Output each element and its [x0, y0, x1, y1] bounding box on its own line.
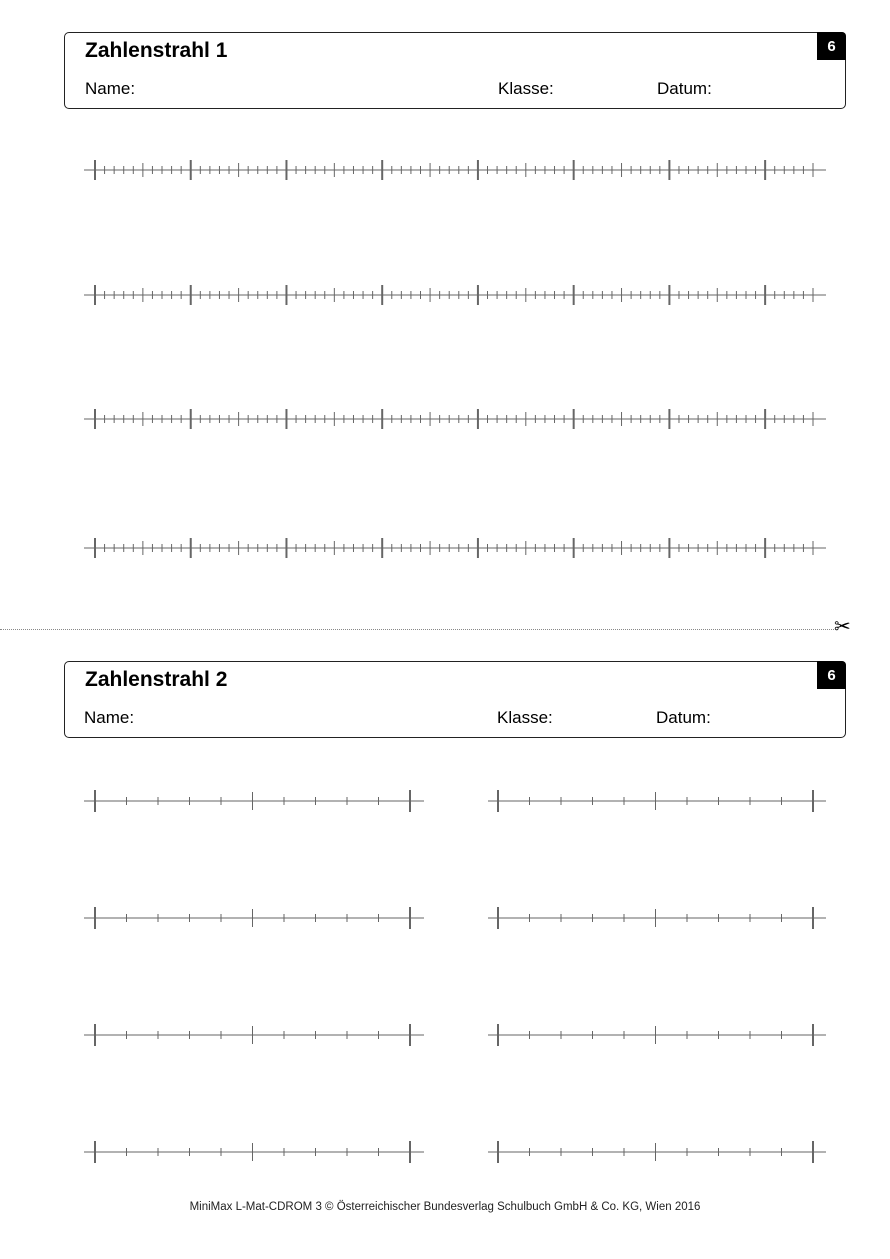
class-label: Klasse: [498, 79, 554, 98]
date-label: Datum: [656, 708, 711, 727]
worksheet-number-badge: 6 [817, 661, 846, 689]
scissors-icon: ✂ [834, 616, 851, 638]
cut-line [0, 629, 834, 630]
copyright-footer: MiniMax L-Mat-CDROM 3 © Österreichischer Bundesverlag Schulbuch GmbH & Co. KG, Wien 2016 [189, 1201, 701, 1213]
name-label: Name: [85, 79, 136, 98]
page-title: Zahlenstrahl 2 [85, 668, 228, 691]
date-label: Datum: [657, 79, 712, 98]
worksheet-header-2 [64, 661, 846, 738]
class-label: Klasse: [497, 708, 553, 727]
worksheet-number-badge: 6 [817, 32, 846, 60]
name-label: Name: [84, 708, 135, 727]
page-title: Zahlenstrahl 1 [85, 39, 228, 62]
